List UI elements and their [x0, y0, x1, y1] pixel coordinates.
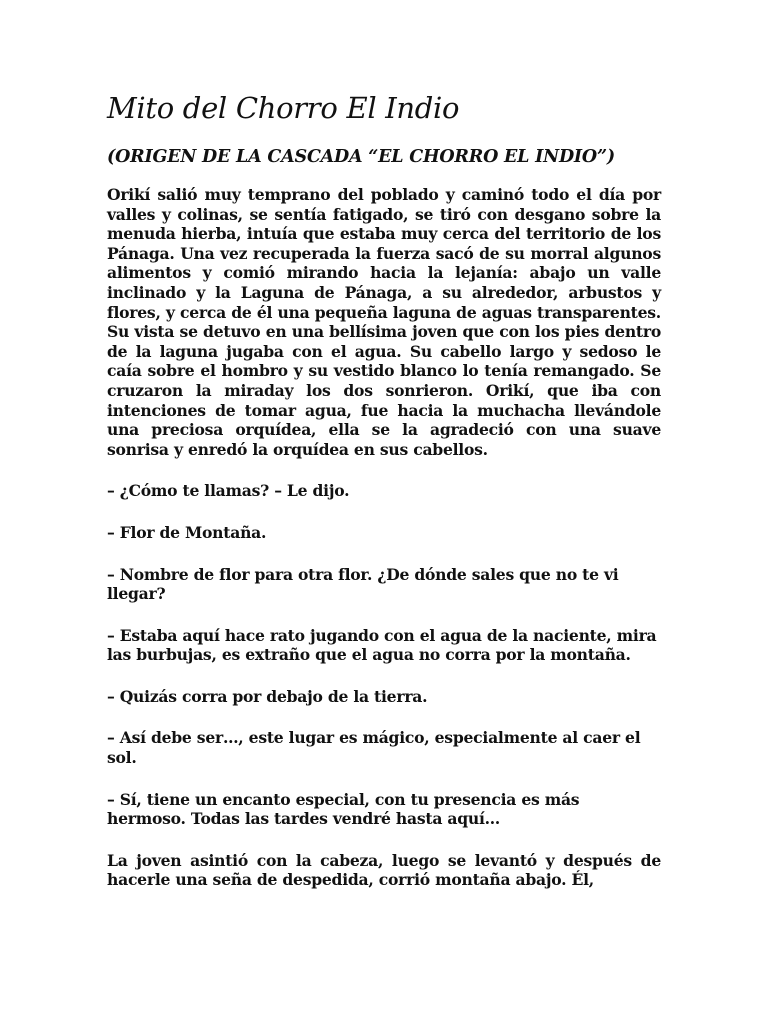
document-title: Mito del Chorro El Indio	[107, 91, 460, 125]
dialogue-line: – Flor de Montaña.	[107, 522, 267, 542]
document-page	[107, 86, 661, 890]
dialogue-line: – Sí, tiene un encanto especial, con tu presencia es más hermoso. Todas las tardes vendré hasta aquí…	[107, 789, 580, 829]
dialogue-line: – Nombre de flor para otra flor. ¿De dónde sales que no te vi llegar?	[107, 564, 619, 604]
dialogue-line: – Así debe ser…, este lugar es mágico, especialmente al caer el sol.	[107, 728, 641, 768]
paragraph-intro: Orikí salió muy temprano del poblado y caminó todo el día por valles y colinas, se sentía fatigado, se tiró con desgano sobre la menuda hierba, intuía que estaba muy cerca del territorio de los Pánaga. Una vez recuperada la fuerza sacó de su morral algunos alimentos y comió mirando hacia la lejanía: abajo un valle inclinado y la Laguna de Pánaga, a su alrededor, arbustos y flores, y cerca de él una pequeña laguna de aguas transparentes. Su vista se detuvo en una bellísima joven que con los pies dentro de la laguna jugaba con el agua. Su cabello largo y sedoso le caía sobre el hombro y su vestido blanco lo tenía remangado. Se cruzaron la miraday los dos sonrieron. Orikí, que iba con intenciones de tomar agua, fue hacia la muchacha llevándole una preciosa orquídea, ella se la agradeció con una suave sonrisa y enredó la orquídea en sus cabellos.	[107, 185, 661, 459]
dialogue-line: – Quizás corra por debajo de la tierra.	[107, 686, 428, 706]
dialogue-line: – ¿Cómo te llamas? – Le dijo.	[107, 481, 350, 501]
document-subtitle: (ORIGEN DE LA CASCADA “EL CHORRO EL INDIO”)	[107, 147, 615, 167]
paragraph-closing: La joven asintió con la cabeza, luego se levantó y después de hacerle una seña de despedida, corrió montaña abajo. Él,	[107, 850, 661, 890]
dialogue-line: – Estaba aquí hace rato jugando con el agua de la naciente, mira las burbujas, es extraño que el agua no corra por la montaña.	[107, 625, 657, 665]
